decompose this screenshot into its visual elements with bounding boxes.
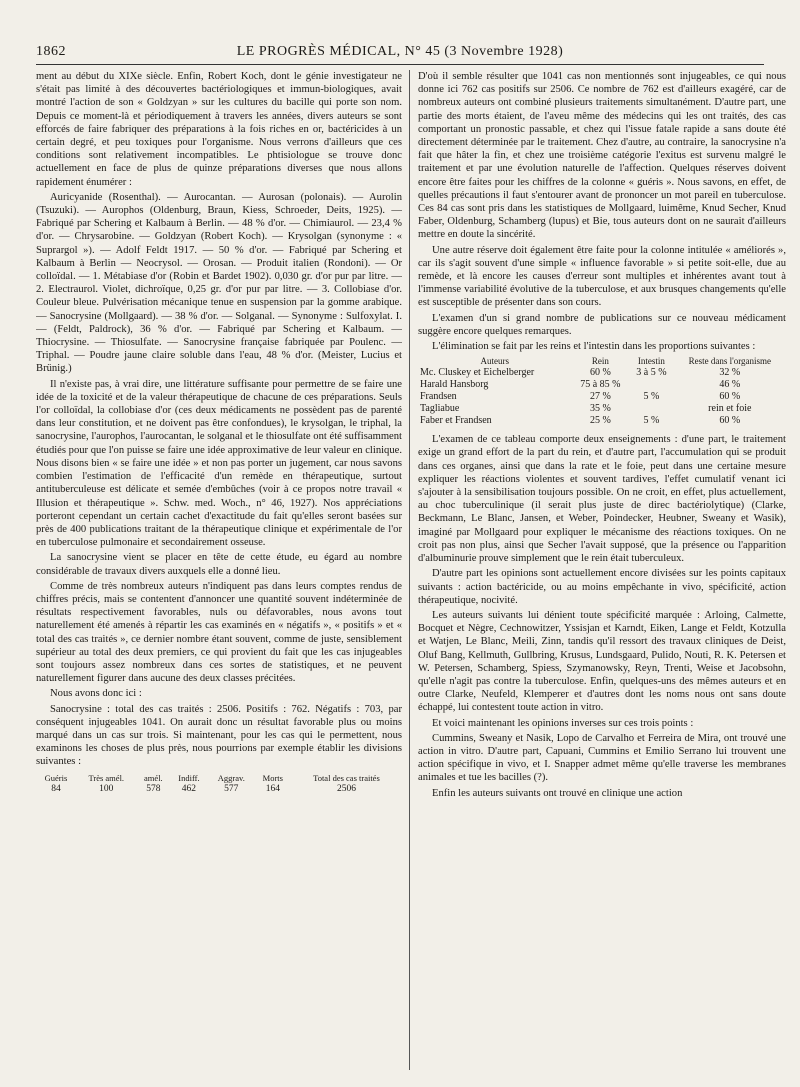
table-cell: 32 % [719, 367, 741, 379]
table-cell: 462 [181, 784, 197, 795]
page-number: 1862 [36, 44, 66, 59]
table-row [418, 403, 786, 415]
table-header: Morts [262, 772, 283, 783]
table-cell: 5 % [643, 415, 660, 427]
table-header: Aggrav. [217, 772, 245, 783]
table-cell: 5 % [643, 391, 660, 403]
paragraph: L'examen de ce tableau comporte deux enseignements : d'une part, le traitement exige un grand effort de la part du rein, et d'autre part, l'accumulation qui se produit dans ces organes, ainsi que dans la rate et le foie, peut dans une certaine mesure expliquer les réactions violentes et souvent tardives, l'effet cumulatif venant ici s'ajouter à la sensibilisation toujours possible. On ne croit, en effet, plus actuellement, au choc tuberculinique (il serait plus juste de direc bactériolytique) (Clarke, Beckmann, Le Blanc, Jansen, et Weber, Poindecker, Heubner, Sweany et Wasik), imaginé par Mollgaard pour expliquer le mécanisme des réactions toxiques. On ne croit pas non plus, ainsi que Secher l'avait supposé, que la présence ou l'apparition d'albuminurie prouve simplement que le rein était tuberculeux. [418, 434, 786, 565]
paragraph: Il n'existe pas, à vrai dire, une littérature suffisante pour permettre de se faire une idée de la toxicité et de la valeur thérapeutique de chacune de ces préparations. Seuls l'or colloïdal, la collobiase d'or (ces deux médicaments ne possèdent pas de parenté dans leur constitution, et ne doivent pas être confondues), le krysolgan, le triphal, la sanocrysine, l'aurophos, l'aurocantan, le solganal et le thiosulfate ont été suffisamment étudiés pour que l'on puisse se faire une idée approximative de leur valeur en clinique. Nous disons bien « se faire une idée » et non pas porter un jugement, car nous savons combien l'estimation de l'efficacité d'un remède en thérapeutique, surtout antituberculeuse est délicate et semée d'embûches (voir à ce propos notre travail « Illusion et thérapeutique ». Schw. med. Woch., n° 46, 1927). Nos appréciations porteront cependant un certain cachet d'exactitude du fait qu'elles seront basées sur près de 400 publications traitant de la thérapeutique clinique et expérimentale de l'or en tuberculose pulmonaire et secondairement osseuse. [36, 378, 402, 549]
summary-table [36, 773, 402, 796]
paragraph: La sanocrysine vient se placer en tête de cette étude, eu égard au nombre considérable de travaux divers auxquels elle a donné lieu. [36, 552, 402, 577]
table-header: Indiff. [178, 772, 200, 783]
table-header: Intestin [637, 356, 665, 367]
table-row [418, 379, 786, 391]
elimination-table [418, 355, 786, 427]
paragraph: Une autre réserve doit également être faite pour la colonne intitulée « améliorés », car ils s'agit souvent d'une simple « influence favorable » si petite soit-elle, due au remède, et là encore les causes d'erreur sont multiples et inhérentes avant tout à l'immense variabilité évolutive de la tuberculose, et aux brusques changements qu'elle est susceptible de présenter dans son cours. [418, 244, 786, 309]
paragraph: Nous avons donc ici : [50, 688, 142, 700]
table-header: amél. [144, 772, 163, 783]
table-cell: 46 % [719, 379, 741, 391]
table-cell: 27 % [589, 391, 611, 403]
table-header: Auteurs [480, 356, 510, 367]
table-cell: rein et foie [708, 403, 752, 415]
paragraph: Enfin les auteurs suivants ont trouvé en clinique une action [432, 787, 683, 799]
table-cell: 578 [146, 784, 161, 795]
table-cell: 60 % [719, 415, 741, 427]
paragraph: Et voici maintenant les opinions inverses sur ces trois points : [432, 717, 694, 729]
column-divider [409, 70, 410, 1070]
paragraph: D'autre part les opinions sont actuellement encore divisées sur les points capitaux suivants : action bactéricide, ou au moins empêchante in vivo, spécificité, action thérapeutique, nocivité. [418, 568, 786, 606]
left-column [36, 70, 402, 1070]
table-cell: 84 [51, 784, 61, 795]
paragraph: Auricyanide (Rosenthal). — Aurocantan. — Aurosan (polonais). — Aurolin (Tsuzuki). — Aurophos (Oldenburg, Braun, Kiess, Schroeder, Deits, 1925). — Fabriqué par Schering et Kalbaum à Berlin. — 48 % d'or. — Chimiaurol. — 23,4 % d'or. — Chrysarobine. — Goldzyan (Robert Koch). — Krysolgan (synonyme : « Suprargol »). — Adolf Feldt 1917. — 50 % d'or. — Fabriqué par Schering et Kalbaum à Berlin — Neocrysol. — Orosan. — Produit italien (Rondoni). — Or colloïdal. — 1. Métabiase d'or (Robin et Bardet 1902). 0,030 gr. d'or pur par litre. — 2. Electraurol. Violet, dichroïque, 0,25 gr. d'or pur par litre. — 3. Collobiase d'or. Couleur bleue. Pulvérisation mécanique tenue en suspension par la gomme arabique. — Sanocrysine (Mollgaard). — 38 % d'or. — Solganal. — Synonyme : Sulfoxylat. I. — (Feldt, Paldrock), 36 % d'or. — Fabriqué par Schering et Kalbaum. — Thiocrysine. — Thiosulfate. — Sanocrysine française fabriquée par Poulenc. — Triphal. — Poudre jaune claire soluble dans l'eau, 48 % d'or. (Meister, Lucius et Brünig.) [36, 191, 402, 375]
table-cell: 2506 [336, 784, 356, 795]
table-cell: 577 [224, 784, 239, 795]
table-row [418, 367, 786, 379]
paragraph: Les auteurs suivants lui dénient toute spécificité marquée : Arloing, Calmette, Bocquet et Nègre, Cechnowitzer, Yssisjan et Karndt, Eiken, Lange et Feldt, Kotzulla et Watjen, Le Blanc, Meili, Zinn, tandis qu'il ressort des travaux cliniques de Deist, Oluf Bang, Kellmuth, Gullbring, Krusus, Lundsgaard, Pulido, Nouti, R. K. Petersen et W. Petersen, Schamberg, Spiess, Szymanowsky, Reyn, Trenti, Weise et Jacobsohn, qu'elle n'agit pas contre la tuberculose. Enfin, quelques-uns des mêmes auteurs et en outre Clarke, Neufeld, Klemperer et d'autres dont les noms nous ont sans doute échappé, lui contestent toute action in vitro. [418, 609, 786, 714]
paragraph: ment au début du XIXe siècle. Enfin, Robert Koch, dont le génie investigateur ne s'était pas limité à des découvertes bactériologiques et immun-biologiques, avait montré l'action de son « Goldzyan » sur les cultures du bacille qui porte son nom. Depuis ce moment-là et périodiquement à travers les années, divers auteurs se sont efforcés de faire fabriquer des préparations à la fois riches en or, bactéricides à un certain degré, et peu toxiques pour l'organisme. Nous verrons d'ailleurs que ces conditions sont relativement incompatibles. Le phtisiologue se trouve donc actuellement en face de plus de quinze préparations diverses que nous allons rapidement énumérer : [36, 71, 402, 188]
table-cell: Frandsen [420, 391, 457, 403]
paragraph: L'examen d'un si grand nombre de publications sur ce nouveau médicament suggère encore quelques remarques. [418, 312, 786, 337]
table-cell: 60 % [589, 367, 611, 379]
table-cell: 35 % [589, 403, 611, 415]
table-cell: 60 % [719, 391, 741, 403]
header-rule [36, 64, 764, 65]
table-cell: 164 [265, 784, 280, 795]
table-cell: 100 [99, 784, 114, 795]
table-row [418, 391, 786, 403]
paragraph: L'élimination se fait par les reins et l'intestin dans les proportions suivantes : [432, 341, 756, 353]
table-cell: Tagliabue [420, 403, 460, 415]
table-cell: Mc. Cluskey et Eichelberger [420, 367, 535, 379]
table-header: Reste dans l'organisme [688, 356, 772, 367]
table-header: Guéris [44, 772, 68, 783]
paragraph: Comme de très nombreux auteurs n'indiquent pas dans leurs comptes rendus de chiffres précis, mais se contentent d'annoncer une quantité souvent indéterminée de résultats respectivement favorables, nuls ou défavorables, nous avons tout naturellement été amenés à répartir les cas examinés en « négatifs », « positifs » et « total des cas traités », ce dernier nombre étant souvent, comme de juste, sensiblement supérieur au total des deux premiers, ce qui provient du fait que les cas injugeables sont toujours assez nombreux dans ces sortes de statistiques, et ne peuvent naturellement figurer dans aucune des deux classes précitées. [36, 580, 402, 685]
paragraph: Cummins, Sweany et Nasik, Lopo de Carvalho et Ferreira de Mira, ont trouvé une action in vitro. D'autre part, Capuani, Cummins et Emilio Serrano lui trouvent une action spécifique in vivo, et I. Snapper admet même qu'elle traverse les membranes animales et tue les bacilles (?). [418, 732, 786, 784]
running-title: LE PROGRÈS MÉDICAL, N° 45 (3 Novembre 1928) [236, 44, 564, 59]
table-header: Très amél. [88, 772, 125, 783]
table-cell: 25 % [589, 415, 611, 427]
table-cell [629, 403, 674, 415]
table-cell: Harald Hansborg [420, 379, 489, 391]
right-column [418, 70, 786, 1070]
table-cell: 75 à 85 % [580, 379, 621, 391]
table-cell [629, 379, 674, 391]
table-row [418, 415, 786, 427]
page-header [36, 40, 764, 64]
paragraph: D'où il semble résulter que 1041 cas non mentionnés sont injugeables, ce qui nous donne ici 762 cas positifs sur 2506. Ce nombre de 762 est d'ailleurs exagéré, car de nombreux auteurs ont combiné plusieurs traitements simultanément. D'autre part, une partie des morts étaient, de l'aveu même des médecins qui les ont traités, des cas comportant un pronostic passable, et chez qui l'issue fatale rapide a sans doute été directement déterminée par le traitement. Chez d'autre, au contraire, la sanocrysine n'a fait que hâter la fin, et chez une troisième catégorie l'exitus est survenu malgré le traitement et par une évolution naturelle de l'affection. Quelques réserves doivent encore être faites pour les chiffres de la colonne « guéris ». Nous savons, en effet, de quelles précautions il faut s'entourer avant de prononcer un mot pareil en tuberculose. Ces 84 cas sont pris dans les statistiques de Mollgaard, luimême, Knud Secher, Knud Faber, Oldenburg, Schamberg (lupus) et Bie, tous auteurs dont on ne saurait d'ailleurs mettre en doute la sincérité. [418, 71, 786, 241]
paragraph: Sanocrysine : total des cas traités : 2506. Positifs : 762. Négatifs : 703, par conséquent injugeables 1041. On aurait donc un résultat favorable plus ou moins marqué dans un cas sur trois. Si maintenant, pour les cas qui le permettent, nous examinons les choses de plus près, nous pourrions par exemple établir les divisions suivantes : [36, 703, 402, 768]
table-cell: Faber et Frandsen [420, 415, 492, 427]
table-header: Rein [591, 356, 609, 367]
table-header: Total des cas traités [313, 772, 380, 783]
table-cell: 3 à 5 % [636, 367, 667, 379]
